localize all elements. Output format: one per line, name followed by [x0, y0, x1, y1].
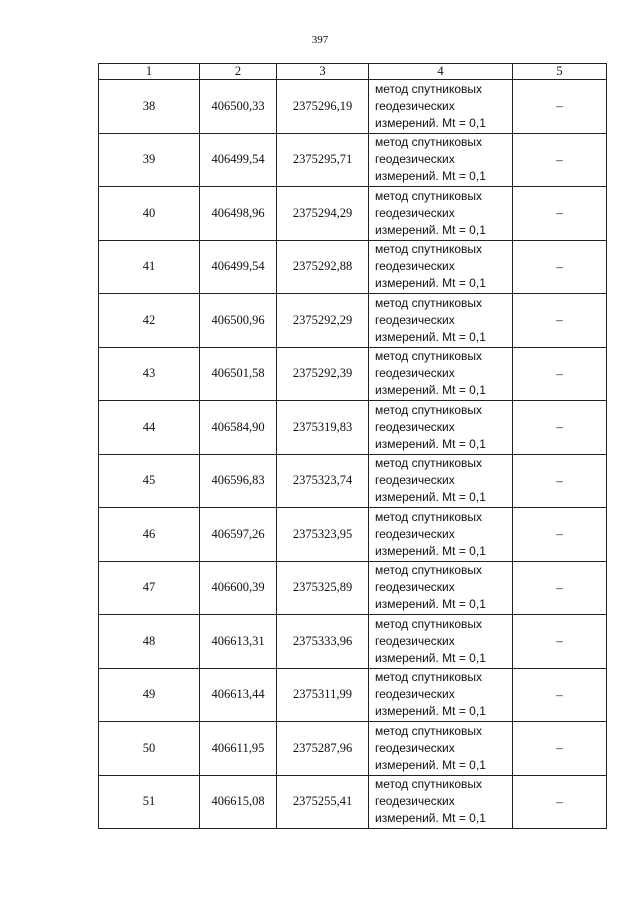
method-cell: [369, 347, 513, 401]
dash-mark: –: [556, 740, 563, 756]
y-coordinate-cell: 2375295,71: [277, 133, 369, 187]
method-line-2: геодезических: [375, 205, 455, 220]
method-line-3: измерений. Mt = 0,1: [375, 704, 486, 719]
method-line-2: геодезических: [375, 419, 455, 434]
method-line-3: измерений. Mt = 0,1: [375, 757, 486, 772]
y-coordinate-cell: 2375292,88: [277, 240, 369, 294]
dash-mark: –: [556, 258, 563, 274]
y-coordinate-cell: 2375294,29: [277, 187, 369, 241]
method-cell: [369, 508, 513, 562]
note-cell: [513, 615, 607, 669]
table-row: [99, 668, 607, 722]
x-coordinate-cell: 406498,96: [200, 187, 277, 241]
method-line-1: метод спутниковых: [375, 242, 483, 257]
point-number-cell: 46: [99, 508, 200, 562]
point-number-cell: 44: [99, 401, 200, 455]
dash-mark: –: [556, 633, 563, 649]
point-number-cell: 43: [99, 347, 200, 401]
method-line-2: геодезических: [375, 633, 455, 648]
note-cell: [513, 133, 607, 187]
method-line-3: измерений. Mt = 0,1: [375, 650, 486, 665]
x-coordinate-cell: 406501,58: [200, 347, 277, 401]
method-line-1: метод спутниковых: [375, 723, 483, 738]
dash-mark: –: [556, 686, 563, 702]
method-line-2: геодезических: [375, 526, 455, 541]
header-col-4: 4: [369, 64, 513, 80]
table-body: [99, 80, 607, 829]
method-line-2: геодезических: [375, 473, 455, 488]
point-number-cell: 38: [99, 80, 200, 134]
point-number-cell: 51: [99, 775, 200, 829]
dash-mark: –: [556, 579, 563, 595]
header-col-5: 5: [513, 64, 607, 80]
x-coordinate-cell: 406613,31: [200, 615, 277, 669]
table-row: [99, 508, 607, 562]
method-cell: [369, 668, 513, 722]
method-line-1: метод спутниковых: [375, 563, 483, 578]
method-cell: [369, 187, 513, 241]
x-coordinate-cell: 406597,26: [200, 508, 277, 562]
note-cell: [513, 294, 607, 348]
method-line-3: измерений. Mt = 0,1: [375, 222, 486, 237]
table-row: [99, 722, 607, 776]
method-line-3: измерений. Mt = 0,1: [375, 115, 486, 130]
note-cell: [513, 80, 607, 134]
x-coordinate-cell: 406596,83: [200, 454, 277, 508]
y-coordinate-cell: 2375333,96: [277, 615, 369, 669]
y-coordinate-cell: 2375255,41: [277, 775, 369, 829]
table-row: [99, 240, 607, 294]
table-row: [99, 347, 607, 401]
x-coordinate-cell: 406611,95: [200, 722, 277, 776]
table-row: [99, 187, 607, 241]
method-line-1: метод спутниковых: [375, 456, 483, 471]
note-cell: [513, 775, 607, 829]
dash-mark: –: [556, 98, 563, 114]
note-cell: [513, 347, 607, 401]
method-cell: [369, 615, 513, 669]
point-number-cell: 40: [99, 187, 200, 241]
y-coordinate-cell: 2375323,74: [277, 454, 369, 508]
method-cell: [369, 80, 513, 134]
dash-mark: –: [556, 526, 563, 542]
point-number-cell: 45: [99, 454, 200, 508]
table-row: [99, 133, 607, 187]
y-coordinate-cell: 2375325,89: [277, 561, 369, 615]
point-number-cell: 50: [99, 722, 200, 776]
method-cell: [369, 401, 513, 455]
y-coordinate-cell: 2375323,95: [277, 508, 369, 562]
dash-mark: –: [556, 205, 563, 221]
point-number-cell: 42: [99, 294, 200, 348]
header-col-1: 1: [99, 64, 200, 80]
method-cell: [369, 240, 513, 294]
method-line-3: измерений. Mt = 0,1: [375, 543, 486, 558]
table-header-row: [99, 64, 607, 80]
method-cell: [369, 722, 513, 776]
x-coordinate-cell: 406600,39: [200, 561, 277, 615]
note-cell: [513, 668, 607, 722]
method-line-1: метод спутниковых: [375, 670, 483, 685]
method-line-1: метод спутниковых: [375, 349, 483, 364]
method-line-2: геодезических: [375, 366, 455, 381]
x-coordinate-cell: 406615,08: [200, 775, 277, 829]
method-line-3: измерений. Mt = 0,1: [375, 276, 486, 291]
point-number-cell: 49: [99, 668, 200, 722]
note-cell: [513, 240, 607, 294]
coordinates-table: [98, 63, 607, 829]
x-coordinate-cell: 406613,44: [200, 668, 277, 722]
dash-mark: –: [556, 472, 563, 488]
header-col-3: 3: [277, 64, 369, 80]
method-line-1: метод спутниковых: [375, 777, 483, 792]
note-cell: [513, 561, 607, 615]
dash-mark: –: [556, 151, 563, 167]
method-line-1: метод спутниковых: [375, 188, 483, 203]
method-cell: [369, 561, 513, 615]
note-cell: [513, 722, 607, 776]
point-number-cell: 39: [99, 133, 200, 187]
table-row: [99, 401, 607, 455]
x-coordinate-cell: 406499,54: [200, 240, 277, 294]
y-coordinate-cell: 2375311,99: [277, 668, 369, 722]
table-row: [99, 561, 607, 615]
method-line-2: геодезических: [375, 152, 455, 167]
method-line-2: геодезических: [375, 740, 455, 755]
dash-mark: –: [556, 419, 563, 435]
header-col-2: 2: [200, 64, 277, 80]
method-cell: [369, 133, 513, 187]
method-line-1: метод спутниковых: [375, 135, 483, 150]
table-row: [99, 294, 607, 348]
method-line-1: метод спутниковых: [375, 402, 483, 417]
y-coordinate-cell: 2375292,39: [277, 347, 369, 401]
method-line-3: измерений. Mt = 0,1: [375, 811, 486, 826]
method-line-2: геодезических: [375, 259, 455, 274]
method-line-2: геодезических: [375, 580, 455, 595]
x-coordinate-cell: 406500,33: [200, 80, 277, 134]
table-row: [99, 80, 607, 134]
note-cell: [513, 401, 607, 455]
method-cell: [369, 775, 513, 829]
note-cell: [513, 187, 607, 241]
method-line-2: геодезических: [375, 98, 455, 113]
method-line-2: геодезических: [375, 794, 455, 809]
method-line-3: измерений. Mt = 0,1: [375, 329, 486, 344]
method-line-2: геодезических: [375, 687, 455, 702]
method-line-1: метод спутниковых: [375, 81, 483, 96]
point-number-cell: 41: [99, 240, 200, 294]
method-line-2: геодезических: [375, 312, 455, 327]
table-row: [99, 615, 607, 669]
x-coordinate-cell: 406500,96: [200, 294, 277, 348]
method-line-3: измерений. Mt = 0,1: [375, 169, 486, 184]
x-coordinate-cell: 406499,54: [200, 133, 277, 187]
y-coordinate-cell: 2375292,29: [277, 294, 369, 348]
note-cell: [513, 508, 607, 562]
method-line-3: измерений. Mt = 0,1: [375, 436, 486, 451]
y-coordinate-cell: 2375319,83: [277, 401, 369, 455]
table-row: [99, 454, 607, 508]
x-coordinate-cell: 406584,90: [200, 401, 277, 455]
dash-mark: –: [556, 793, 563, 809]
method-cell: [369, 454, 513, 508]
method-line-3: измерений. Mt = 0,1: [375, 490, 486, 505]
note-cell: [513, 454, 607, 508]
y-coordinate-cell: 2375296,19: [277, 80, 369, 134]
method-line-1: метод спутниковых: [375, 616, 483, 631]
point-number-cell: 48: [99, 615, 200, 669]
table-row: [99, 775, 607, 829]
point-number-cell: 47: [99, 561, 200, 615]
y-coordinate-cell: 2375287,96: [277, 722, 369, 776]
dash-mark: –: [556, 312, 563, 328]
method-cell: [369, 294, 513, 348]
dash-mark: –: [556, 365, 563, 381]
method-line-3: измерений. Mt = 0,1: [375, 597, 486, 612]
method-line-1: метод спутниковых: [375, 509, 483, 524]
method-line-3: измерений. Mt = 0,1: [375, 383, 486, 398]
method-line-1: метод спутниковых: [375, 295, 483, 310]
page-number: 397: [311, 34, 329, 46]
